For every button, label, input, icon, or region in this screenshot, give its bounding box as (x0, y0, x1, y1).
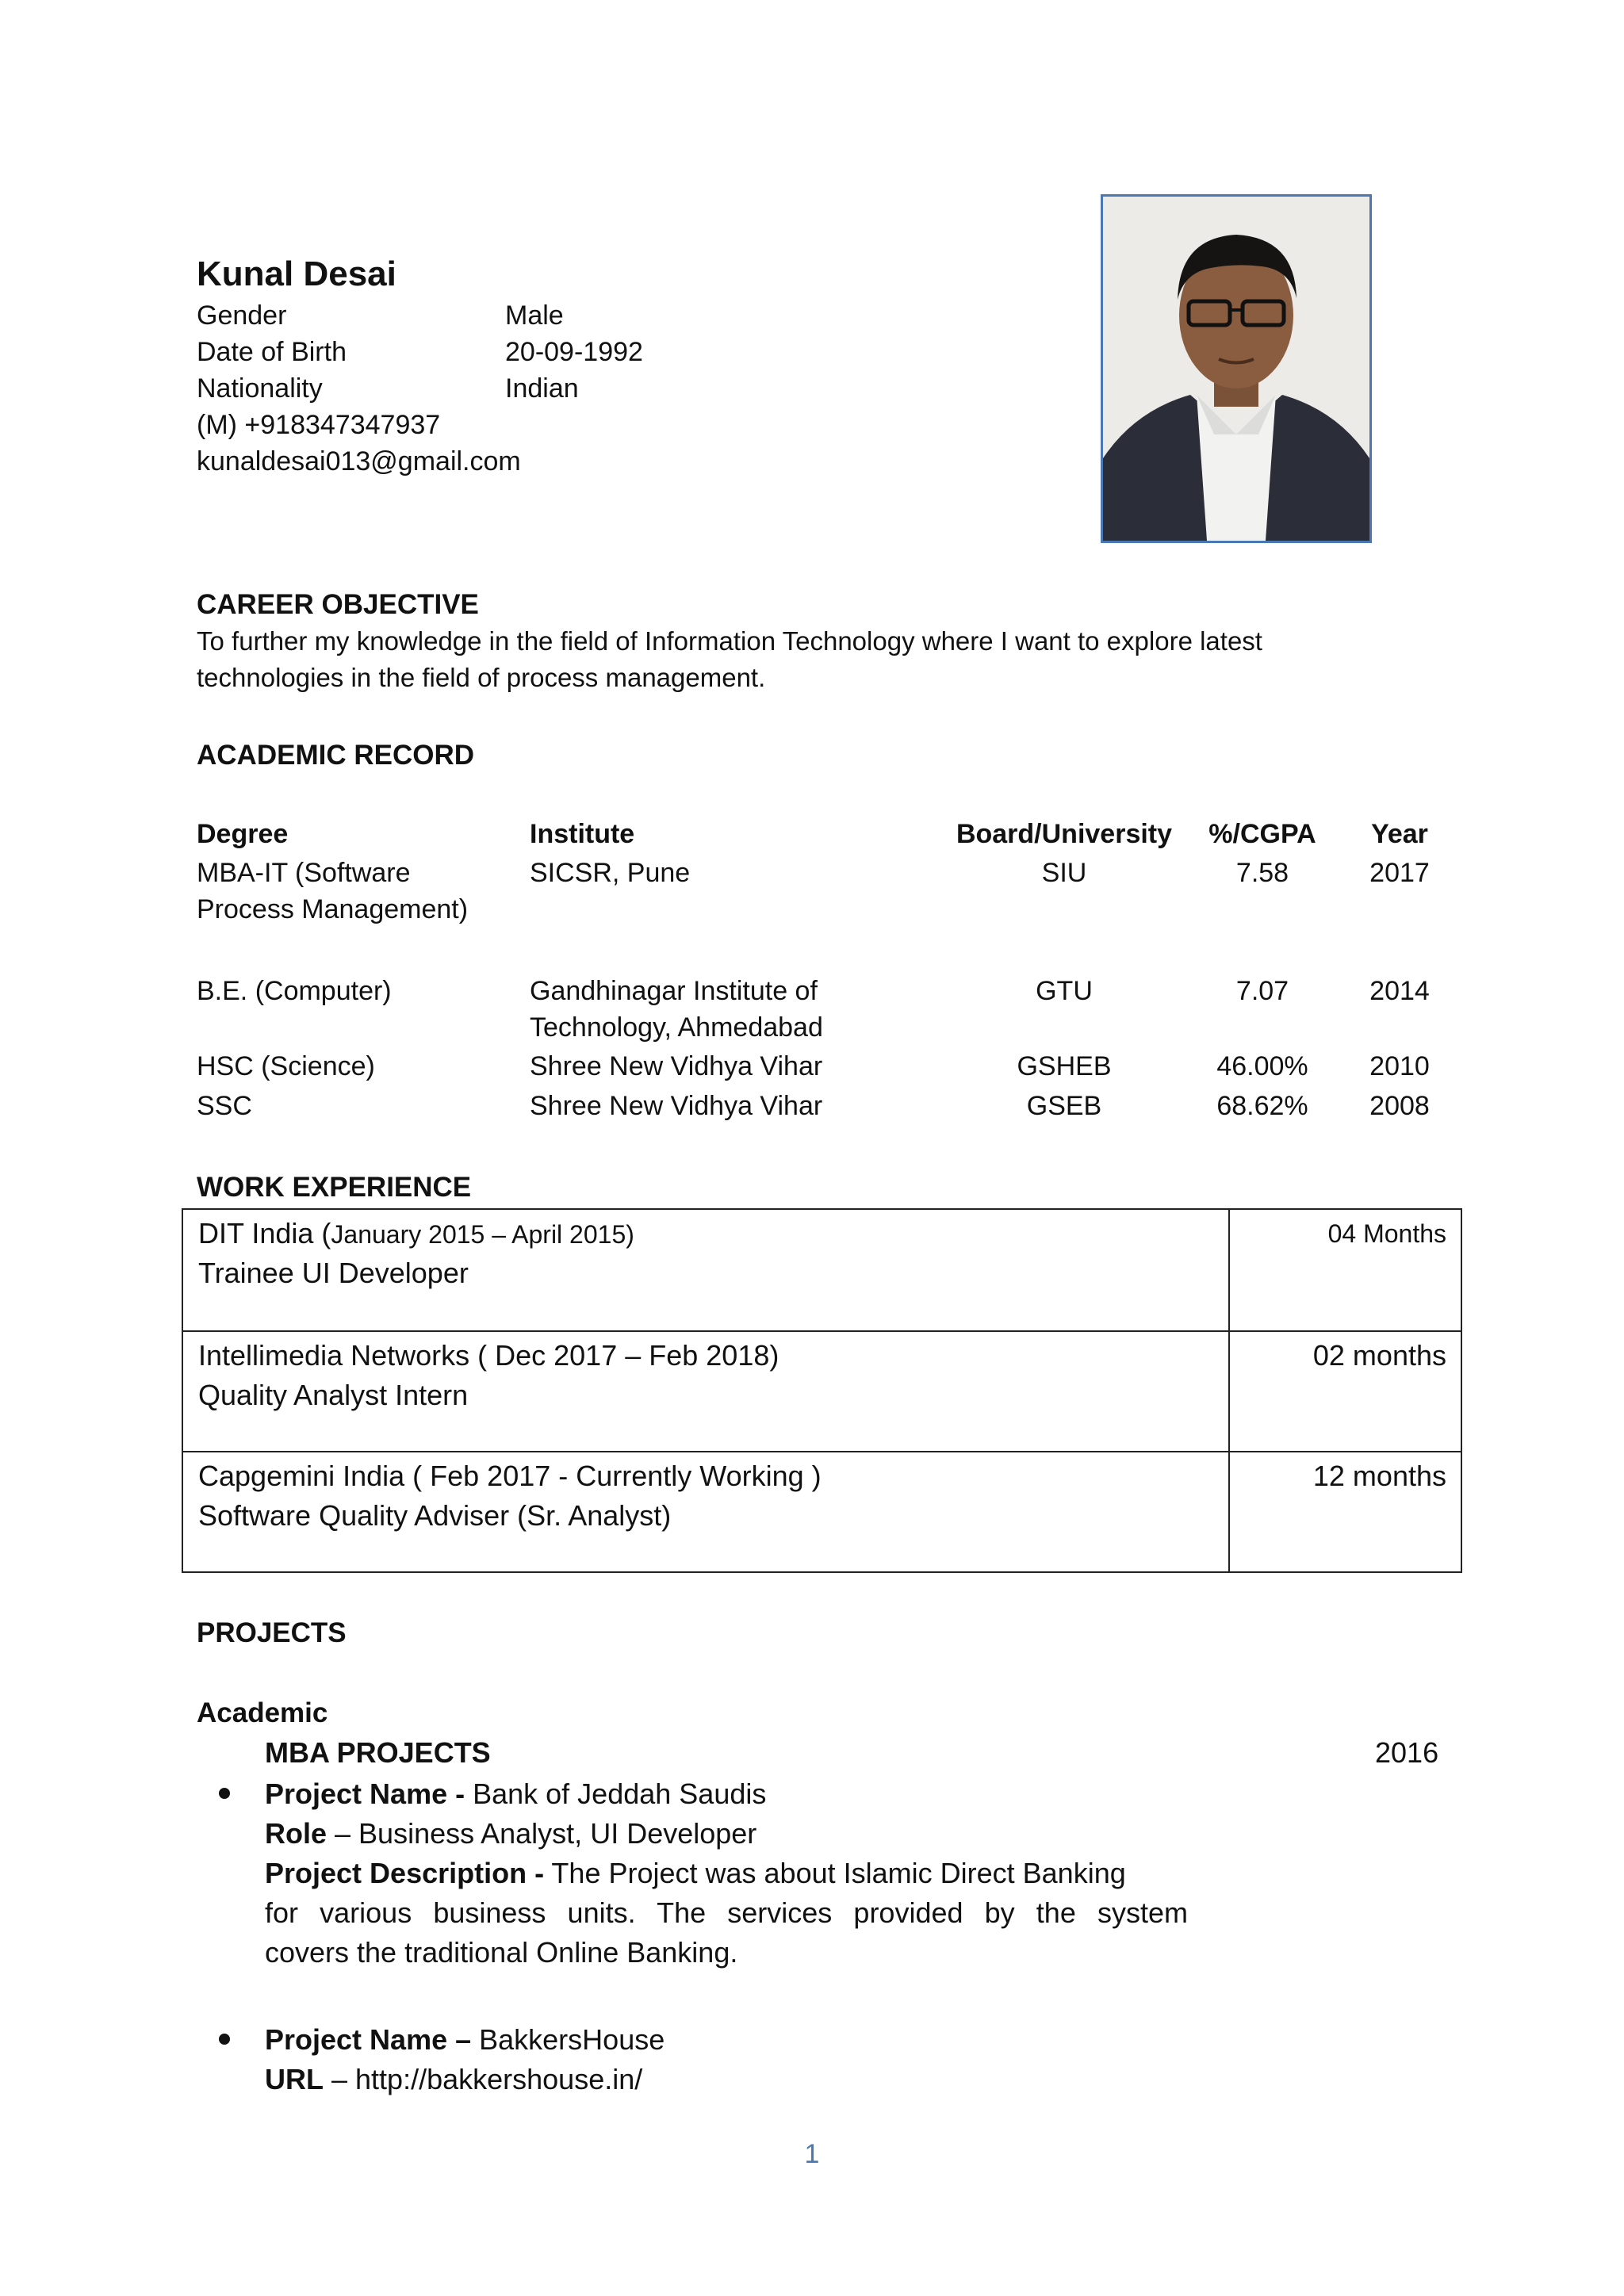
table-row-degree: SSC (197, 1091, 252, 1121)
career-objective-title: CAREER OBJECTIVE (197, 589, 479, 620)
academic-header-institute: Institute (530, 819, 635, 849)
table-row-institute: Gandhinagar Institute of (530, 976, 818, 1006)
mba-projects-title: MBA PROJECTS (265, 1736, 491, 1769)
table-row-degree-cont: Process Management) (197, 894, 469, 924)
table-row-board: GTU (1036, 976, 1093, 1006)
academic-header-year: Year (1371, 819, 1428, 849)
table-row-year: 2010 (1369, 1051, 1430, 1081)
table-row-institute: Shree New Vidhya Vihar (530, 1051, 823, 1081)
email-address: kunaldesai013@gmail.com (197, 446, 521, 476)
table-row-degree: HSC (Science) (197, 1051, 375, 1081)
work-role: Quality Analyst Intern (198, 1379, 469, 1411)
academic-header-cgpa: %/CGPA (1208, 819, 1316, 849)
career-objective-line-2: technologies in the field of process management. (197, 663, 766, 692)
person-portrait-icon (1103, 197, 1369, 541)
bullet-icon (219, 2034, 230, 2045)
table-row-degree: B.E. (Computer) (197, 976, 392, 1006)
dob-label: Date of Birth (197, 337, 347, 367)
work-experience-title: WORK EXPERIENCE (197, 1172, 472, 1203)
work-company: Capgemini India ( Feb 2017 - Currently Working ) (198, 1460, 822, 1492)
academic-record-title: ACADEMIC RECORD (197, 740, 474, 771)
projects-academic-subtitle: Academic (197, 1697, 328, 1728)
table-row-board: SIU (1041, 858, 1087, 888)
work-role: Software Quality Adviser (Sr. Analyst) (198, 1499, 672, 1532)
project-name-value: Bank of Jeddah Saudis (465, 1777, 767, 1810)
column-divider (1228, 1210, 1230, 1330)
project-role-label: Role (265, 1817, 327, 1850)
table-row-cgpa: 7.58 (1235, 858, 1289, 888)
table-row (183, 1210, 1461, 1330)
nationality-label: Nationality (197, 373, 323, 404)
project-description-text: The Project was about Islamic Direct Banking (544, 1857, 1126, 1889)
project-url-value: – http://bakkershouse.in/ (324, 2063, 643, 2095)
nationality-value: Indian (505, 373, 579, 404)
column-divider (1228, 1332, 1230, 1452)
project-1-role (265, 1814, 756, 1854)
dob-value: 20-09-1992 (505, 337, 643, 367)
project-role-value: – Business Analyst, UI Developer (327, 1817, 757, 1850)
work-experience-table (182, 1208, 1462, 1573)
work-company-name: DIT India ( (198, 1217, 331, 1249)
work-company: Intellimedia Networks ( Dec 2017 – Feb 2018) (198, 1339, 779, 1372)
academic-header-board: Board/University (956, 819, 1173, 849)
mba-projects-year: 2016 (1375, 1736, 1439, 1769)
phone-number: (M) +918347347937 (197, 410, 441, 440)
work-period: January 2015 – April 2015) (331, 1220, 634, 1249)
table-row-cgpa: 7.07 (1235, 976, 1289, 1006)
project-2-url (265, 2060, 642, 2099)
table-row-degree: MBA-IT (Software (197, 858, 411, 888)
table-row-cgpa: 46.00% (1216, 1051, 1308, 1081)
project-1-name (265, 1774, 766, 1814)
project-1-description-line-3: covers the traditional Online Banking. (265, 1936, 738, 1969)
project-name-value: BakkersHouse (471, 2023, 665, 2056)
profile-photo (1101, 194, 1372, 543)
table-row-institute: Shree New Vidhya Vihar (530, 1091, 823, 1121)
page-number: 1 (804, 2139, 820, 2169)
project-2-name (265, 2020, 665, 2060)
table-row-year: 2017 (1369, 858, 1430, 888)
table-row-year: 2014 (1369, 976, 1430, 1006)
work-company (198, 1215, 634, 1253)
career-objective-line-1: To further my knowledge in the field of Information Technology where I want to explore latest (197, 626, 1262, 656)
table-row-board: GSHEB (1017, 1051, 1112, 1081)
work-duration: 04 Months (1327, 1219, 1446, 1248)
table-row (183, 1451, 1461, 1573)
project-1-description-line-1 (265, 1854, 1188, 1893)
project-description-label: Project Description - (265, 1857, 545, 1889)
table-row-institute: SICSR, Pune (530, 858, 691, 888)
gender-label: Gender (197, 300, 287, 331)
project-name-label: Project Name - (265, 1777, 465, 1810)
gender-value: Male (505, 300, 564, 331)
table-row-board: GSEB (1026, 1091, 1102, 1121)
work-duration: 12 months (1312, 1460, 1446, 1492)
column-divider (1228, 1452, 1230, 1573)
academic-header-degree: Degree (197, 819, 289, 849)
project-name-label: Project Name – (265, 2023, 472, 2056)
project-1-description-line-2: for various business units. The services provided by the system (265, 1896, 1188, 1929)
bullet-icon (219, 1788, 230, 1799)
table-row (183, 1330, 1461, 1452)
table-row-institute-cont: Technology, Ahmedabad (530, 1012, 823, 1043)
work-role: Trainee UI Developer (198, 1257, 469, 1289)
candidate-name: Kunal Desai (197, 254, 396, 293)
table-row-cgpa: 68.62% (1216, 1091, 1308, 1121)
table-row-year: 2008 (1369, 1091, 1430, 1121)
projects-title: PROJECTS (197, 1617, 347, 1648)
work-duration: 02 months (1312, 1339, 1446, 1372)
project-url-label: URL (265, 2063, 324, 2095)
